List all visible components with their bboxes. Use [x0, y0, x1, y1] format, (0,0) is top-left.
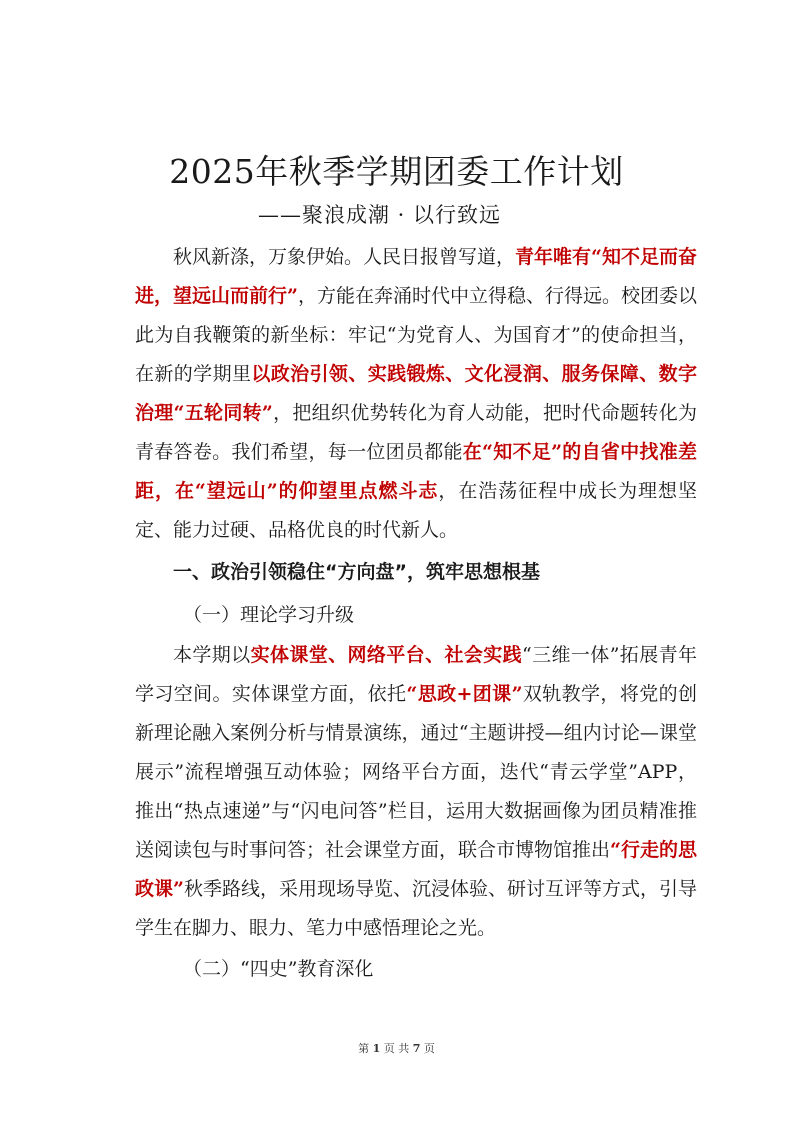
- section-heading-1: 一、政治引领稳住“方向盘”，筑牢思想根基: [173, 561, 540, 583]
- document-body: [135, 238, 697, 990]
- subsection-heading-2: （二）“四史”教育深化: [183, 958, 374, 980]
- p1-text-3: 双轨教学，将党的创新理论融入案例分析与情景演练，通过“主题讲授—组内讨论—课堂展示”流程增强互动体验；网络平台方面，迭代“青云学堂”APP，推出“热点速递”与“闪电问答”栏目，运用大数据画像为团员精准推送阅读包与时事问答；社会课堂方面，联合市博物馆推出: [135, 683, 697, 861]
- section1-paragraph: [135, 636, 697, 948]
- footer-total-pages: 7: [412, 1042, 421, 1055]
- subsection-heading-1: （一）理论学习升级: [183, 604, 355, 626]
- footer-suffix: 页: [423, 1042, 435, 1055]
- intro-text-2: ，方能在奔涌时代中立得稳、行得远。校团委以此为自我鞭策的新坐标：牢记“为党育人、为国育才”的使命担当，在新的学期里: [135, 285, 697, 385]
- p1-highlight-3: “行走的思政课”: [135, 839, 697, 900]
- intro-highlight-3: 在“知不足”的自省中找准差距，在“望远山”的仰望里点燃斗志: [135, 441, 697, 502]
- footer-prefix: 第: [358, 1042, 370, 1055]
- intro-highlight-2: 以政治引领、实践锻炼、文化浸润、服务保障、数字治理“五轮同转”: [135, 363, 697, 424]
- p1-highlight-2: “思政+团课”: [406, 683, 523, 705]
- intro-text-3: ，把组织优势转化为育人动能，把时代命题转化为青春答卷。我们希望，每一位团员都能: [135, 402, 697, 463]
- p1-text-2: “三维一体”拓展青年学习空间。实体课堂方面，依托: [135, 644, 697, 705]
- p1-highlight-1: 实体课堂、网络平台、社会实践: [250, 644, 523, 666]
- intro-highlight-1: 青年唯有“知不足而奋进，望远山而前行”: [135, 246, 697, 307]
- page-subtitle: ——聚浪成潮 · 以行致远: [258, 203, 502, 227]
- p1-text-1: 本学期以: [173, 644, 251, 666]
- p1-text-4: 秋季路线，采用现场导览、沉浸体验、研讨互评等方式，引导学生在脚力、眼力、笔力中感悟理论之光。: [135, 878, 697, 939]
- intro-text-4: ，在浩荡征程中成长为理想坚定、能力过硬、品格优良的时代新人。: [135, 480, 697, 541]
- page-footer: [0, 1040, 793, 1056]
- footer-page-number: 1: [372, 1042, 381, 1055]
- page-title: 2025年秋季学期团委工作计划: [169, 152, 624, 191]
- intro-paragraph: [135, 238, 697, 550]
- footer-middle: 页 共: [383, 1042, 410, 1055]
- intro-text-1: 秋风新涤，万象伊始。人民日报曾写道，: [173, 246, 516, 268]
